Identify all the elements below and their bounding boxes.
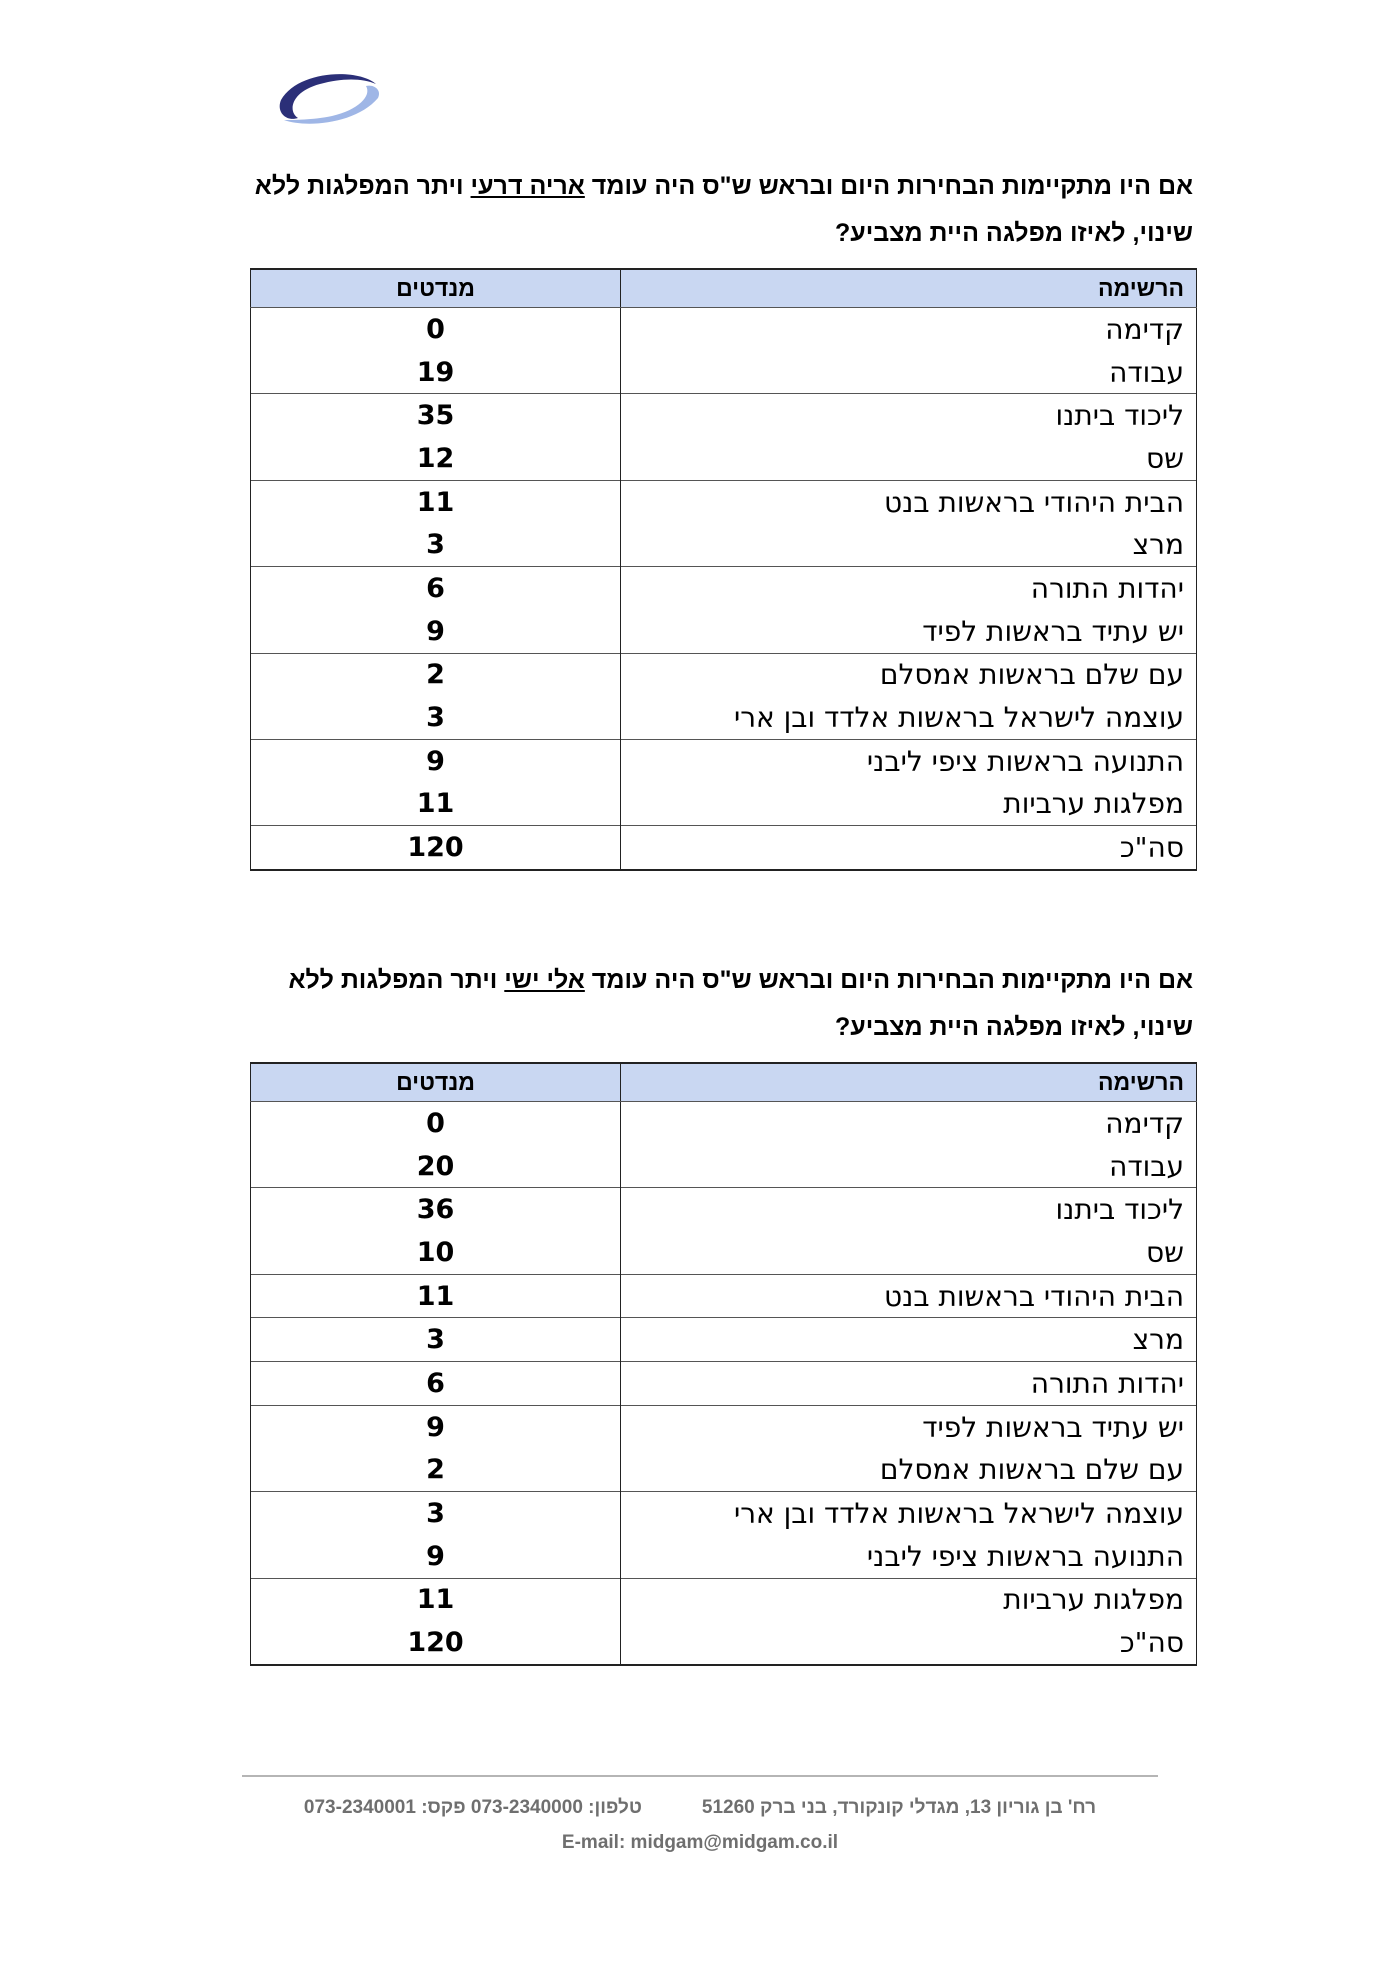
seat-count: 12 bbox=[251, 437, 621, 480]
seat-count: 9 bbox=[251, 1535, 621, 1578]
table-row bbox=[251, 308, 1197, 351]
total-seats: 120 bbox=[251, 826, 621, 870]
table-row bbox=[251, 1362, 1197, 1406]
table-row bbox=[251, 1188, 1197, 1231]
footer-email: E-mail: midgam@midgam.co.il bbox=[561, 1832, 839, 1853]
table-row bbox=[251, 1145, 1197, 1188]
party-name: התנועה בראשות ציפי ליבני bbox=[621, 1535, 1197, 1578]
seat-count: 3 bbox=[251, 696, 621, 739]
party-name: עבודה bbox=[621, 351, 1197, 394]
table-row bbox=[251, 1102, 1197, 1145]
table-header-row bbox=[251, 1063, 1197, 1102]
party-name: שס bbox=[621, 437, 1197, 480]
seat-count: 11 bbox=[251, 480, 621, 523]
seat-count: 10 bbox=[251, 1231, 621, 1274]
table-row bbox=[251, 739, 1197, 782]
party-name: עוצמה לישראל בראשות אלדד ובן ארי bbox=[621, 696, 1197, 739]
survey2-question bbox=[248, 957, 1193, 1051]
survey2-results-table bbox=[250, 1062, 1197, 1666]
party-column-header: הרשימה bbox=[621, 269, 1197, 308]
table-row bbox=[251, 1231, 1197, 1274]
party-name: הבית היהודי בראשות בנט bbox=[621, 480, 1197, 523]
seat-count: 3 bbox=[251, 1318, 621, 1362]
table-row bbox=[251, 523, 1197, 566]
party-name: עבודה bbox=[621, 1145, 1197, 1188]
seat-count: 3 bbox=[251, 1492, 621, 1535]
table-row bbox=[251, 437, 1197, 480]
table-row bbox=[251, 1535, 1197, 1578]
seat-count: 11 bbox=[251, 1274, 621, 1318]
seats-column-header: מנדטים bbox=[251, 269, 621, 308]
party-name: יש עתיד בראשות לפיד bbox=[621, 610, 1197, 653]
question-text-start: אם היו מתקיימות הבחירות היום ובראש ש"ס היה עומד bbox=[584, 172, 1193, 200]
table-row bbox=[251, 1578, 1197, 1621]
party-name: מפלגות ערביות bbox=[621, 1578, 1197, 1621]
party-name: מרצ bbox=[621, 1318, 1197, 1362]
seat-count: 11 bbox=[251, 783, 621, 826]
midgam-swoosh-icon bbox=[276, 70, 382, 130]
seat-count: 9 bbox=[251, 739, 621, 782]
seat-count: 2 bbox=[251, 1449, 621, 1492]
table-row bbox=[251, 610, 1197, 653]
table-row bbox=[251, 783, 1197, 826]
table-row bbox=[251, 1405, 1197, 1448]
party-name: התנועה בראשות ציפי ליבני bbox=[621, 739, 1197, 782]
table-row bbox=[251, 653, 1197, 696]
party-name: מפלגות ערביות bbox=[621, 783, 1197, 826]
total-row bbox=[251, 826, 1197, 870]
table-row bbox=[251, 1492, 1197, 1535]
total-row bbox=[251, 1621, 1197, 1665]
survey1-results-table bbox=[250, 268, 1197, 871]
table-row bbox=[251, 567, 1197, 610]
table-row bbox=[251, 1318, 1197, 1362]
seat-count: 35 bbox=[251, 394, 621, 437]
seat-count: 6 bbox=[251, 567, 621, 610]
party-name: עוצמה לישראל בראשות אלדד ובן ארי bbox=[621, 1492, 1197, 1535]
party-column-header: הרשימה bbox=[621, 1063, 1197, 1102]
table-header-row bbox=[251, 269, 1197, 308]
table-row bbox=[251, 696, 1197, 739]
seat-count: 19 bbox=[251, 351, 621, 394]
footer-address-line bbox=[242, 1797, 1158, 1819]
footer-email-line bbox=[242, 1832, 1158, 1854]
party-name: שס bbox=[621, 1231, 1197, 1274]
seat-count: 2 bbox=[251, 653, 621, 696]
party-name: קדימה bbox=[621, 1102, 1197, 1145]
party-name: יהדות התורה bbox=[621, 1362, 1197, 1406]
question-text-end: ויתר המפלגות ללא שינוי, לאיזו מפלגה היית מצביע? bbox=[254, 172, 1193, 247]
seat-count: 6 bbox=[251, 1362, 621, 1406]
total-label: סה"כ bbox=[621, 1621, 1197, 1665]
footer-divider bbox=[242, 1775, 1158, 1777]
footer-phone-fax: טלפון: 073-2340000 פקס: 073-2340001 bbox=[303, 1797, 642, 1818]
seat-count: 36 bbox=[251, 1188, 621, 1231]
seats-column-header: מנדטים bbox=[251, 1063, 621, 1102]
table-row bbox=[251, 1274, 1197, 1318]
seat-count: 0 bbox=[251, 308, 621, 351]
party-name: יש עתיד בראשות לפיד bbox=[621, 1405, 1197, 1448]
seat-count: 9 bbox=[251, 610, 621, 653]
footer-address: רח' בן גוריון 13, מגדלי קונקורד, בני ברק 51260 bbox=[701, 1797, 1097, 1818]
party-name: יהדות התורה bbox=[621, 567, 1197, 610]
seat-count: 20 bbox=[251, 1145, 621, 1188]
party-name: ליכוד ביתנו bbox=[621, 394, 1197, 437]
party-name: ליכוד ביתנו bbox=[621, 1188, 1197, 1231]
question-text-end: ויתר המפלגות ללא שינוי, לאיזו מפלגה היית מצביע? bbox=[288, 966, 1193, 1041]
seat-count: 11 bbox=[251, 1578, 621, 1621]
candidate-name: אריה דרעי bbox=[470, 172, 585, 200]
party-name: עם שלם בראשות אמסלם bbox=[621, 653, 1197, 696]
candidate-name: אלי ישי bbox=[504, 966, 585, 994]
table-row bbox=[251, 351, 1197, 394]
party-name: קדימה bbox=[621, 308, 1197, 351]
table-row bbox=[251, 480, 1197, 523]
seat-count: 0 bbox=[251, 1102, 621, 1145]
party-name: מרצ bbox=[621, 523, 1197, 566]
seat-count: 3 bbox=[251, 523, 621, 566]
seat-count: 9 bbox=[251, 1405, 621, 1448]
table-row bbox=[251, 394, 1197, 437]
total-seats: 120 bbox=[251, 1621, 621, 1665]
table-row bbox=[251, 1449, 1197, 1492]
party-name: עם שלם בראשות אמסלם bbox=[621, 1449, 1197, 1492]
total-label: סה"כ bbox=[621, 826, 1197, 870]
company-logo bbox=[276, 70, 382, 130]
survey1-question bbox=[248, 163, 1193, 257]
party-name: הבית היהודי בראשות בנט bbox=[621, 1274, 1197, 1318]
question-text-start: אם היו מתקיימות הבחירות היום ובראש ש"ס היה עומד bbox=[584, 966, 1193, 994]
